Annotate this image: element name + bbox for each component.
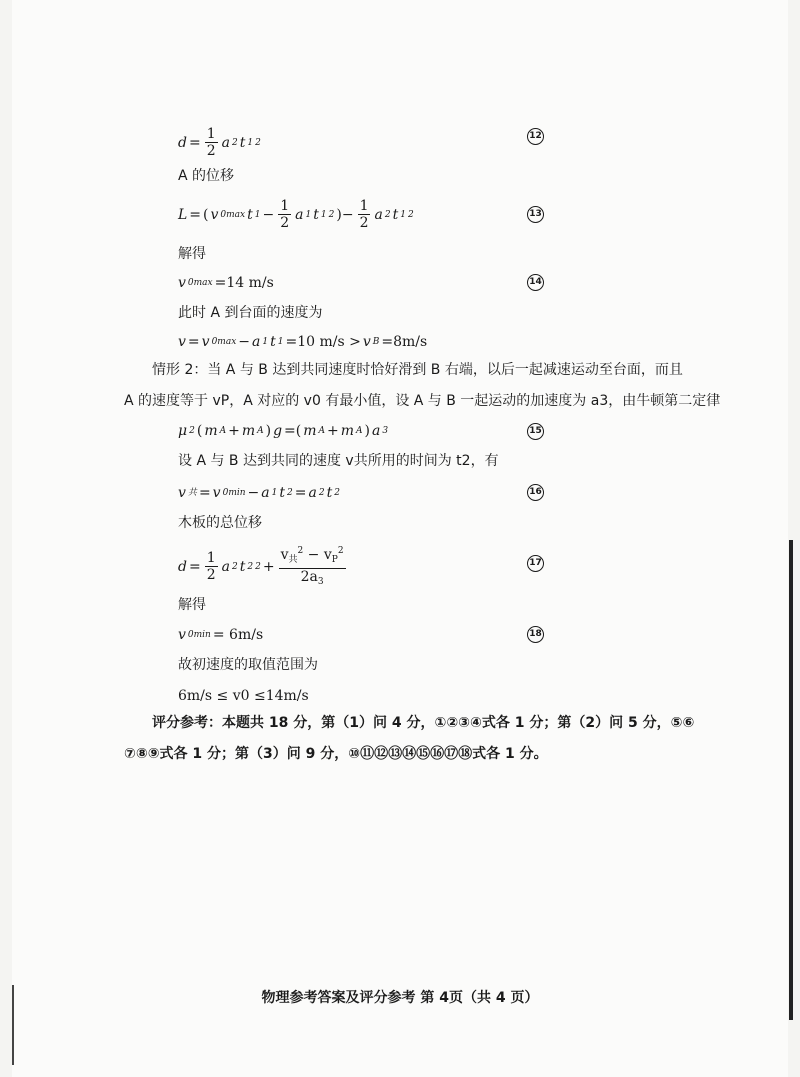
marker-13: 13 bbox=[527, 206, 544, 223]
document-page bbox=[12, 0, 788, 1077]
scan-edge bbox=[789, 540, 793, 1020]
equation-13: L = ( v 0max t 1 − $\frac{1}{2}$ a 1 t 1 2 )− $\frac{1}{2}$ a 2 t 1 2 bbox=[178, 198, 414, 231]
page-footer: 物理参考答案及评分参考 第 4页（共 4 页） bbox=[261, 990, 539, 1006]
scoring-line-b: ⑦⑧⑨式各 1 分；第（3）问 9 分，⑩⑪⑫⑬⑭⑮⑯⑰⑱式各 1 分。 bbox=[124, 746, 548, 762]
equation-12: d = $\frac{1}{2}$ a 2 t 1 2 bbox=[178, 126, 261, 159]
marker-12: 12 bbox=[527, 128, 544, 145]
solve-label-1: 解得 bbox=[178, 246, 206, 262]
marker-17: 17 bbox=[527, 555, 544, 572]
equation-16: v 共 = v 0min − a 1 t 2 = a 2 t 2 bbox=[178, 485, 340, 501]
equation-14: v 0max =14 m/s bbox=[178, 275, 274, 291]
marker-15: 15 bbox=[527, 423, 544, 440]
marker-18: 18 bbox=[527, 626, 544, 643]
solve-label-2: 解得 bbox=[178, 597, 206, 613]
case2-line-a: 情形 2：当 A 与 B 达到共同速度时恰好滑到 B 右端，以后一起减速运动至台面，而且 bbox=[152, 362, 683, 378]
velocity-range: 6m/s ≤ v0 ≤14m/s bbox=[178, 688, 309, 704]
equation-18: v 0min = 6m/s bbox=[178, 627, 264, 643]
time-label: 设 A 与 B 达到共同的速度 v共所用的时间为 t2，有 bbox=[178, 453, 499, 469]
board-displacement-label: 木板的总位移 bbox=[178, 515, 262, 531]
equation-speed: v = v 0max − a 1 t 1 =10 m/s > v B =8m/s bbox=[178, 334, 428, 350]
scoring-line-a: 评分参考：本题共 18 分，第（1）问 4 分，①②③④式各 1 分；第（2）问 5 分，⑤⑥ bbox=[152, 715, 695, 731]
speed-label: 此时 A 到台面的速度为 bbox=[178, 305, 323, 321]
range-label: 故初速度的取值范围为 bbox=[178, 657, 318, 673]
equation-17: d = $\frac{1}{2}$ a 2 t 2 2 + $\frac{v_共^2 - v_P^2}{2a_3}$ bbox=[178, 543, 348, 590]
a-displacement-label: A 的位移 bbox=[178, 168, 235, 184]
case2-line-b: A 的速度等于 vP，A 对应的 v0 有最小值，设 A 与 B 一起运动的加速度为 a3，由牛顿第二定律 bbox=[124, 393, 721, 409]
equation-15: μ 2 ( m A + m A ) g =( m A + m A ) a 3 bbox=[178, 423, 389, 439]
marker-16: 16 bbox=[527, 484, 544, 501]
marker-14: 14 bbox=[527, 274, 544, 291]
